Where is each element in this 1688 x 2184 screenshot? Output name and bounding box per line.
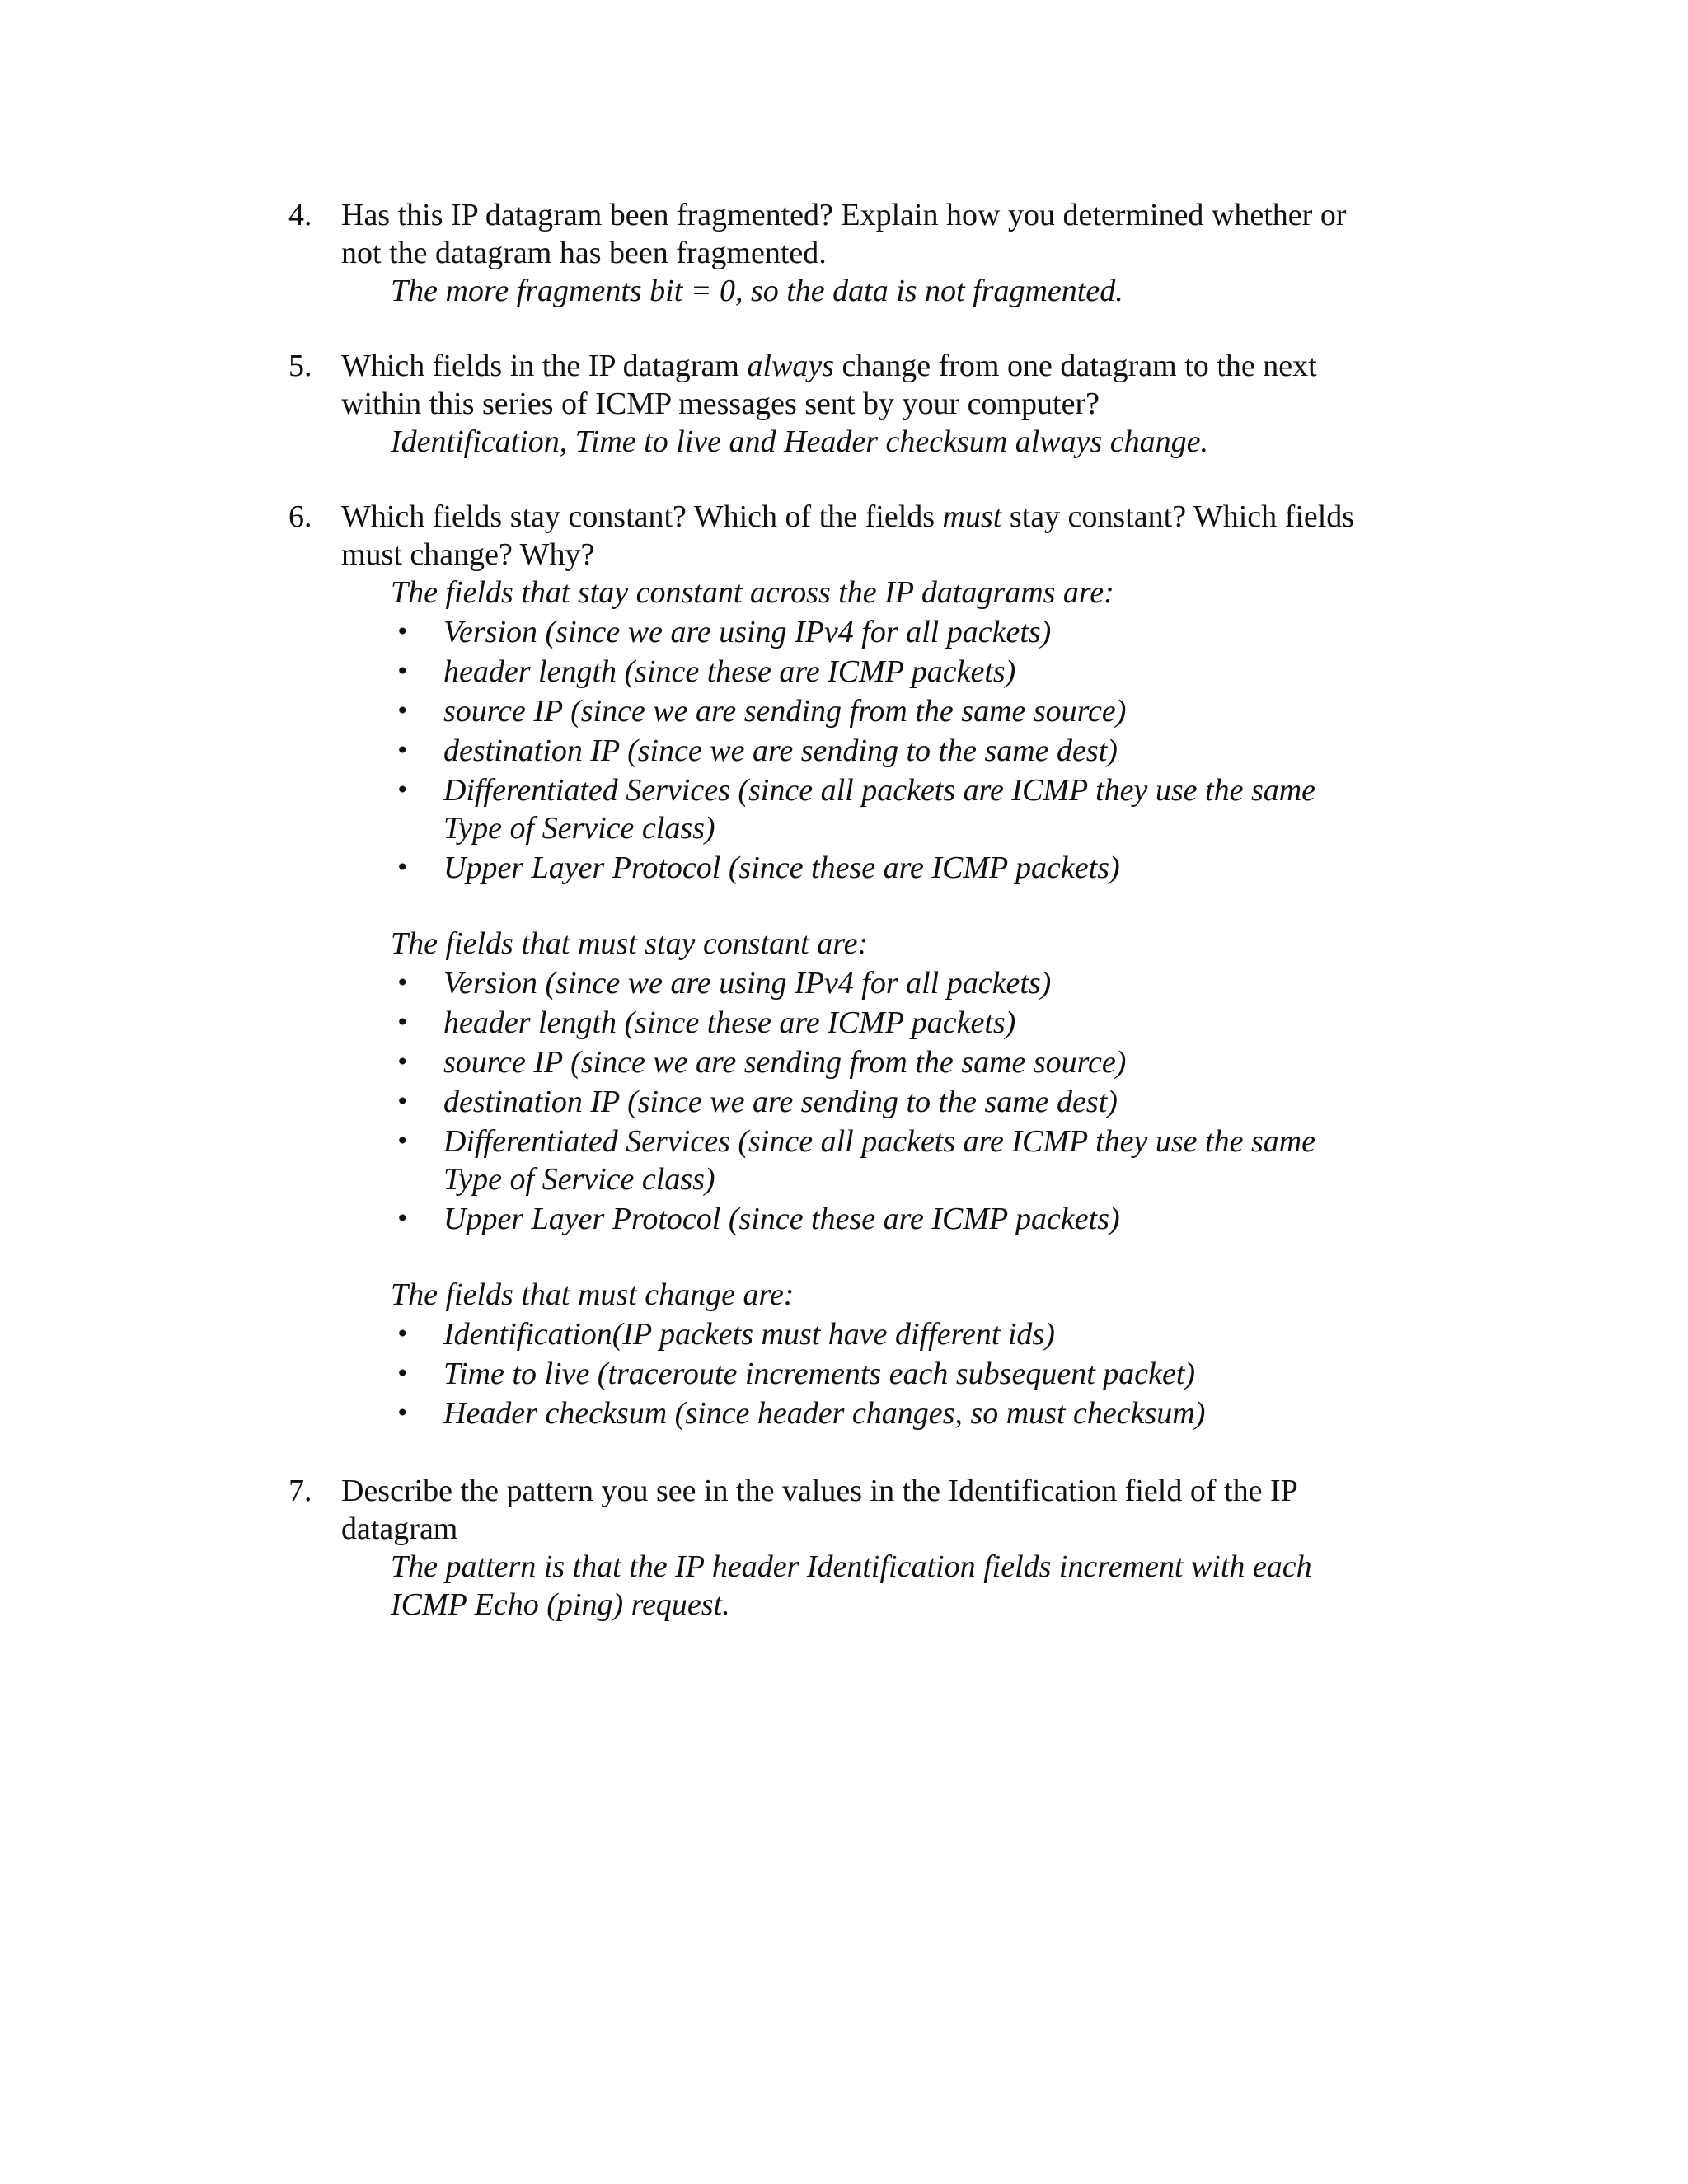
- bullet-icon: •: [396, 1205, 410, 1232]
- group-intro-stay-constant: The fields that stay constant across the IP datagrams are:: [391, 575, 1114, 610]
- question-text: [341, 196, 1442, 272]
- question-4: [288, 196, 1442, 310]
- list-item-text: source IP (since we are sending from the same source): [443, 694, 1127, 729]
- bullet-icon: •: [396, 697, 410, 724]
- question-7: [288, 1472, 1442, 1624]
- answer-line: The pattern is that the IP header Identification fields increment with each: [391, 1549, 1312, 1584]
- list-item-text: Version (since we are using IPv4 for all packets): [443, 615, 1052, 649]
- answer-text: [391, 423, 1442, 461]
- list-item: [396, 1004, 1442, 1042]
- question-number: 5.: [288, 349, 312, 383]
- question-text-segment: stay constant? Which fields: [1001, 499, 1355, 534]
- bullet-icon: •: [396, 1088, 410, 1115]
- question-line: datagram: [341, 1511, 458, 1546]
- list-item-text: Upper Layer Protocol (since these are ICMP packets): [443, 1202, 1120, 1236]
- bullet-icon: •: [396, 1048, 410, 1076]
- list-item: [396, 964, 1442, 1002]
- list-item: [396, 732, 1442, 770]
- group-intro-must-change: The fields that must change are:: [391, 1277, 795, 1312]
- bullet-icon: •: [396, 737, 410, 764]
- bullet-icon: •: [396, 1360, 410, 1387]
- question-line: not the datagram has been fragmented.: [341, 236, 827, 270]
- bullet-list-stay-constant: [288, 613, 1442, 887]
- bullet-icon: •: [396, 854, 410, 881]
- spacer: [288, 888, 1442, 925]
- list-item: [396, 653, 1442, 691]
- question-text: [341, 1472, 1442, 1548]
- bullet-icon: •: [396, 969, 410, 996]
- question-text-segment: Which fields in the IP datagram: [341, 349, 748, 383]
- bullet-list-must-change: [288, 1315, 1442, 1432]
- list-item: [396, 1355, 1442, 1393]
- list-item-text: Type of Service class): [443, 1162, 715, 1197]
- list-item-text: destination IP (since we are sending to the same dest): [443, 1085, 1118, 1119]
- bullet-icon: •: [396, 776, 410, 804]
- list-item: [396, 1043, 1442, 1081]
- question-line: within this series of ICMP messages sent by your computer?: [341, 387, 1100, 421]
- list-item: [396, 1200, 1442, 1238]
- list-item-text: source IP (since we are sending from the same source): [443, 1045, 1127, 1080]
- list-item: [396, 1122, 1442, 1198]
- list-item: [396, 771, 1442, 847]
- list-item: [396, 613, 1442, 651]
- question-line: Has this IP datagram been fragmented? Explain how you determined whether or: [341, 198, 1347, 232]
- list-item-text: header length (since these are ICMP packets): [443, 1005, 1016, 1040]
- bullet-icon: •: [396, 1320, 410, 1347]
- bullet-icon: •: [396, 618, 410, 645]
- group-intro-must-stay-constant: The fields that must stay constant are:: [391, 926, 869, 961]
- question-line: must change? Why?: [341, 537, 595, 572]
- question-line: [341, 498, 1442, 536]
- question-text-segment: change from one datagram to the next: [834, 349, 1317, 383]
- list-item: [396, 849, 1442, 887]
- emphasized-word: must: [942, 499, 1002, 534]
- question-5: [288, 347, 1442, 461]
- list-item-text: Differentiated Services (since all packets are ICMP they use the same: [443, 1124, 1316, 1159]
- question-6: [288, 498, 1442, 1434]
- bullet-list-must-stay-constant: [288, 964, 1442, 1238]
- list-item: [396, 1394, 1442, 1432]
- question-number: 4.: [288, 198, 312, 232]
- bullet-icon: •: [396, 1127, 410, 1155]
- answer-text: [391, 272, 1442, 310]
- question-line: Describe the pattern you see in the values in the Identification field of the IP: [341, 1474, 1298, 1508]
- list-item: [396, 692, 1442, 730]
- list-item-text: destination IP (since we are sending to the same dest): [443, 733, 1118, 768]
- question-number: 7.: [288, 1474, 312, 1508]
- question-number: 6.: [288, 499, 312, 534]
- list-item: [396, 1083, 1442, 1121]
- list-item: [396, 1315, 1442, 1353]
- question-text: [341, 498, 1442, 574]
- list-item-text: Differentiated Services (since all packets are ICMP they use the same: [443, 773, 1316, 808]
- emphasized-word: always: [747, 349, 835, 383]
- question-line: [341, 347, 1442, 385]
- answer-line: ICMP Echo (ping) request.: [391, 1587, 730, 1622]
- answer-text: [391, 1548, 1442, 1624]
- list-item-text: Header checksum (since header changes, so must checksum): [443, 1396, 1206, 1431]
- question-text: [341, 347, 1442, 423]
- list-item-text: Time to live (traceroute increments each subsequent packet): [443, 1357, 1196, 1391]
- answer-line: Identification, Time to live and Header checksum always change.: [391, 424, 1208, 459]
- list-item-text: Identification(IP packets must have different ids): [443, 1317, 1055, 1352]
- list-item-text: Upper Layer Protocol (since these are ICMP packets): [443, 851, 1120, 885]
- bullet-icon: •: [396, 1009, 410, 1036]
- list-item-text: Version (since we are using IPv4 for all packets): [443, 966, 1052, 1001]
- bullet-icon: •: [396, 658, 410, 685]
- bullet-icon: •: [396, 1399, 410, 1427]
- list-item-text: header length (since these are ICMP packets): [443, 654, 1016, 689]
- answer-line: The more fragments bit = 0, so the data is not fragmented.: [391, 274, 1123, 308]
- list-item-text: Type of Service class): [443, 811, 715, 846]
- spacer: [288, 1240, 1442, 1276]
- question-text-segment: Which fields stay constant? Which of the fields: [341, 499, 943, 534]
